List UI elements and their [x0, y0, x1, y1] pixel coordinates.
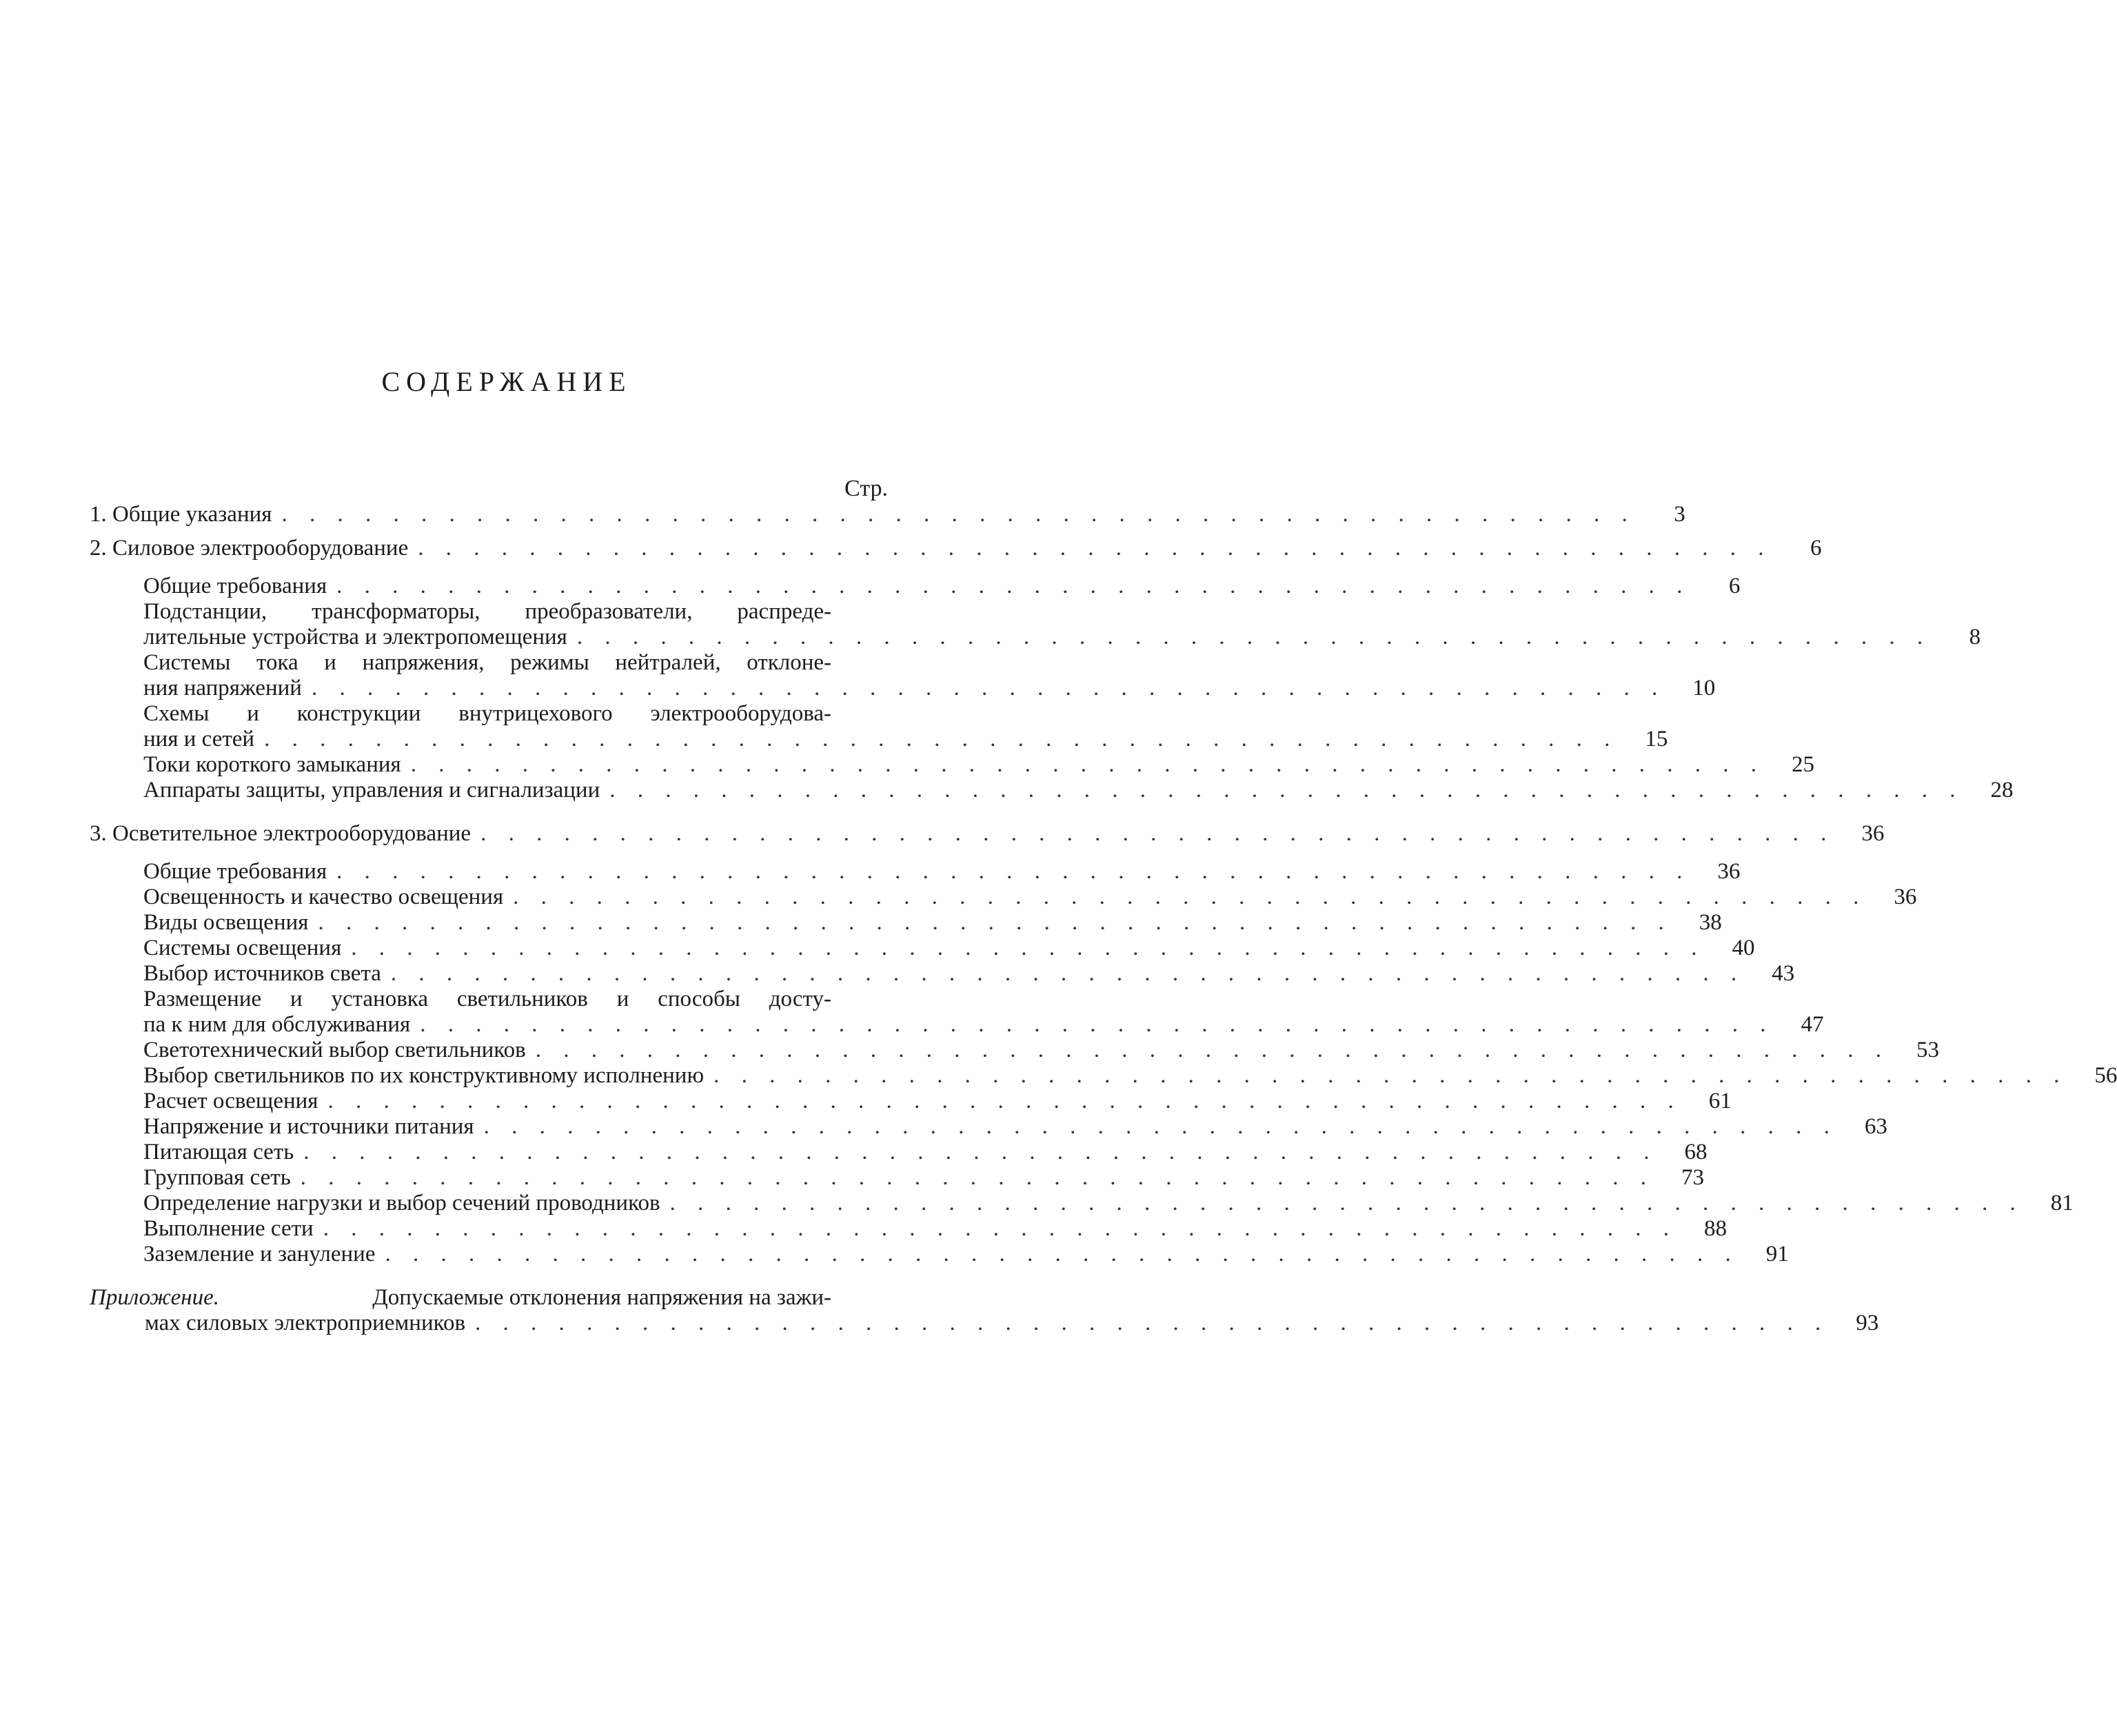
page-number: 40 — [1732, 936, 1755, 960]
toc-subsections — [90, 574, 2014, 803]
leader-dots: . . . . . . . . . . . . . . . . . . . . . . . . . . . . . . . . . . . . . . . . . . . . . . . . . — [480, 821, 1835, 846]
page-number: 93 — [1856, 1311, 1879, 1335]
toc-subsection — [143, 1038, 1939, 1063]
toc-subsection — [143, 752, 1814, 778]
entry-text: Подстанции, трансформаторы, преобразователи, распреде- — [143, 599, 831, 624]
leader-dots: . . . . . . . . . . . . . . . . . . . . . . . . . . . . . . . . . . . . . . . . . . . . . . . . . — [311, 676, 1666, 700]
toc-subsection — [143, 910, 1722, 936]
entry-text: Светотехнический выбор светильников — [143, 1038, 526, 1062]
toc-subsection — [143, 1216, 1727, 1242]
leader-dots: . . . . . . . . . . . . . . . . . . . . . . . . . . . . . . . . . . . . . . . . . . . . . . . . . — [327, 1089, 1682, 1113]
page-number: 73 — [1681, 1165, 1705, 1190]
toc-section — [90, 536, 1822, 561]
toc-subsection — [143, 1242, 1789, 1267]
entry-text: Определение нагрузки и выбор сечений проводников — [143, 1191, 660, 1215]
toc-section — [90, 502, 1685, 527]
entry-text: Системы тока и напряжения, режимы нейтралей, отклоне- — [143, 650, 831, 675]
entry-text: Питающая сеть — [143, 1140, 294, 1164]
toc-line — [143, 625, 1981, 650]
appendix-label: Приложение. — [90, 1285, 219, 1310]
page-number: 91 — [1765, 1242, 1789, 1266]
toc-appendix — [90, 1285, 1879, 1336]
entry-text: мах силовых электроприемников — [145, 1311, 466, 1335]
entry-text: Выбор светильников по их конструктивному исполнению — [143, 1063, 705, 1088]
page-number: 6 — [1728, 574, 1741, 598]
leader-dots: . . . . . . . . . . . . . . . . . . . . . . . . . . . . . . . . . . . . . . . . . . . . . . . . . — [513, 885, 1867, 909]
leader-dots: . . . . . . . . . . . . . . . . . . . . . . . . . . . . . . . . . . . . . . . . . . . . . . . . . — [385, 1242, 1739, 1266]
entry-text: Напряжение и источники питания — [143, 1114, 474, 1139]
leader-dots: . . . . . . . . . . . . . . . . . . . . . . . . . . . . . . . . . . . . . . . . . . . . . . . . . — [300, 1165, 1655, 1190]
entry-text: Групповая сеть — [143, 1165, 291, 1190]
leader-dots: . . . . . . . . . . . . . . . . . . . . . . . . . . . . . . . . . . . . . . . . . . . . . . . . . — [323, 1216, 1677, 1241]
toc-subsection — [143, 885, 1917, 910]
toc-line — [143, 1063, 2117, 1089]
entry-text: Схемы и конструкции внутрицехового электрооборудова- — [143, 701, 831, 726]
toc-line — [143, 1216, 1727, 1242]
toc-line — [145, 1311, 1879, 1336]
entry-text: Выполнение сети — [143, 1216, 314, 1241]
toc-subsection — [143, 1089, 1732, 1114]
leader-dots: . . . . . . . . . . . . . . . . . . . . . . . . . . . . . . . . . . . . . . . . . . . . . . . . . — [669, 1191, 2024, 1215]
leader-dots: . . . . . . . . . . . . . . . . . . . . . . . . . . . . . . . . . . . . . . . . . . . . . . . . . — [303, 1140, 1658, 1164]
page-number: 68 — [1684, 1140, 1708, 1164]
entry-text: Системы освещения — [143, 936, 342, 960]
leader-dots: . . . . . . . . . . . . . . . . . . . . . . . . . . . . . . . . . . . . . . . . . . . . . . . . . — [420, 1012, 1774, 1037]
toc-subsection — [143, 961, 1795, 987]
leader-dots: . . . . . . . . . . . . . . . . . . . . . . . . . . . . . . . . . . . . . . . . . . . . . . . . . — [264, 727, 1619, 751]
page-number: 15 — [1645, 727, 1668, 751]
leader-dots: . . . . . . . . . . . . . . . . . . . . . . . . . . . . . . . . . . . . . . . . . . . . . . . . . — [535, 1038, 1890, 1062]
appendix-continuation — [90, 1311, 1879, 1336]
leader-dots: . . . . . . . . . . . . . . . . . . . . . . . . . . . . . . . . . . . . . . . . . . . . . . . . . — [336, 859, 1691, 884]
toc-line — [143, 727, 1668, 752]
entry-text: лительные устройства и электропомещения — [143, 625, 567, 649]
page-number: 61 — [1708, 1089, 1732, 1113]
toc-line — [90, 536, 1822, 561]
toc-subsection — [143, 574, 1741, 599]
toc-subsection — [143, 1140, 1708, 1165]
leader-dots: . . . . . . . . . . . . . . . . . . . . . . . . . . . . . . . . . . . . . . . . . . . . . . . . . — [336, 574, 1691, 598]
page-number: 8 — [1969, 625, 1981, 649]
page-title: СОДЕРЖАНИЕ — [381, 366, 632, 397]
leader-dots: . . . . . . . . . . . . . . . . . . . . . . . . . . . . . . . . . . . . . . . . . . . . . . . . . — [318, 910, 1672, 935]
toc-line — [143, 1191, 2074, 1216]
toc-subsection — [143, 599, 1981, 650]
table-of-contents — [90, 502, 2117, 1336]
entry-text: 1. Общие указания — [90, 502, 272, 527]
toc-line — [143, 752, 1814, 778]
toc-subsection — [143, 1191, 2074, 1216]
toc-subsections — [90, 859, 2117, 1267]
toc-subsection — [143, 650, 1716, 701]
leader-dots: . . . . . . . . . . . . . . . . . . . . . . . . . . . . . . . . . . . . . . . . . . . . . . . . . — [483, 1114, 1838, 1139]
toc-line — [143, 1089, 1732, 1114]
entry-text: Освещенность и качество освещения — [143, 885, 504, 909]
toc-line — [143, 1242, 1789, 1267]
page-number: 6 — [1810, 536, 1822, 561]
entry-text: Аппараты защиты, управления и сигнализации — [143, 778, 600, 803]
entry-text: Виды освещения — [143, 910, 309, 935]
page-number: 56 — [2094, 1063, 2117, 1088]
toc-line — [143, 961, 1795, 987]
entry-text: Размещение и установка светильников и способы досту- — [143, 987, 831, 1011]
page-number: 28 — [1990, 778, 2014, 803]
toc-section — [90, 821, 1885, 847]
toc-subsection — [143, 859, 1741, 885]
entry-text: Допускаемые отклонения напряжения на зажи- — [372, 1285, 831, 1310]
toc-line — [143, 1140, 1708, 1165]
entry-text: 2. Силовое электрооборудование — [90, 536, 409, 561]
page-number: 47 — [1801, 1012, 1824, 1037]
toc-line — [143, 859, 1741, 885]
toc-line — [143, 885, 1917, 910]
leader-dots: . . . . . . . . . . . . . . . . . . . . . . . . . . . . . . . . . . . . . . . . . . . . . . . . . — [713, 1063, 2068, 1088]
leader-dots: . . . . . . . . . . . . . . . . . . . . . . . . . . . . . . . . . . . . . . . . . . . . . . . . . — [390, 961, 1745, 986]
appendix-line — [90, 1285, 831, 1311]
page-number: 43 — [1772, 961, 1795, 986]
toc-subsection — [143, 936, 1755, 961]
entry-text: Общие требования — [143, 859, 327, 884]
entry-text: Токи короткого замыкания — [143, 752, 401, 777]
page-number: 36 — [1717, 859, 1741, 884]
toc-subsection — [143, 1114, 1887, 1140]
toc-line — [143, 676, 1716, 701]
entry-text: ния напряжений — [143, 676, 302, 700]
entry-text: Расчет освещения — [143, 1089, 318, 1113]
leader-dots: . . . . . . . . . . . . . . . . . . . . . . . . . . . . . . . . . . . . . . . . . . . . . . . . . — [351, 936, 1705, 960]
toc-subsection — [143, 701, 1668, 752]
toc-line — [143, 1038, 1939, 1063]
toc-line — [143, 1165, 1705, 1191]
toc-line — [90, 502, 1685, 527]
leader-dots: . . . . . . . . . . . . . . . . . . . . . . . . . . . . . . . . . . . . . . . . . . . . . . . . . — [281, 502, 1636, 527]
toc-subsection — [143, 1063, 2117, 1089]
page-number: 10 — [1692, 676, 1716, 700]
toc-line — [143, 1114, 1887, 1140]
page-number: 81 — [2050, 1191, 2074, 1215]
page-number: 88 — [1703, 1216, 1727, 1241]
entry-text: 3. Осветительное электрооборудование — [90, 821, 472, 846]
page-number: 38 — [1699, 910, 1722, 935]
page-number: 53 — [1916, 1038, 1939, 1062]
toc-subsection — [143, 1165, 1705, 1191]
toc-line — [143, 936, 1755, 961]
entry-text: Общие требования — [143, 574, 327, 598]
entry-text: Заземление и зануление — [143, 1242, 376, 1266]
toc-line — [143, 778, 2014, 803]
page-number: 36 — [1894, 885, 1917, 909]
entry-text: Выбор источников света — [143, 961, 381, 986]
leader-dots: . . . . . . . . . . . . . . . . . . . . . . . . . . . . . . . . . . . . . . . . . . . . . . . . . — [609, 778, 1964, 803]
leader-dots: . . . . . . . . . . . . . . . . . . . . . . . . . . . . . . . . . . . . . . . . . . . . . . . . . — [418, 536, 1772, 561]
leader-dots: . . . . . . . . . . . . . . . . . . . . . . . . . . . . . . . . . . . . . . . . . . . . . . . . . — [576, 625, 1932, 649]
entry-text: па к ним для обслуживания — [143, 1012, 411, 1037]
toc-line — [143, 574, 1741, 599]
entry-text: ния и сетей — [143, 727, 255, 751]
page-column-header: Стр. — [844, 476, 889, 501]
leader-dots: . . . . . . . . . . . . . . . . . . . . . . . . . . . . . . . . . . . . . . . . . . . . . . . . . — [475, 1311, 1830, 1335]
toc-subsection — [143, 987, 1824, 1038]
page-number: 63 — [1864, 1114, 1887, 1139]
toc-subsection — [143, 778, 2014, 803]
page-number: 36 — [1861, 821, 1885, 846]
page-number: 3 — [1674, 502, 1685, 527]
toc-line — [90, 821, 1885, 847]
toc-line — [143, 1012, 1824, 1038]
page-number: 25 — [1791, 752, 1814, 777]
leader-dots: . . . . . . . . . . . . . . . . . . . . . . . . . . . . . . . . . . . . . . . . . . . . . . . . . — [410, 752, 1765, 777]
toc-line — [143, 910, 1722, 936]
